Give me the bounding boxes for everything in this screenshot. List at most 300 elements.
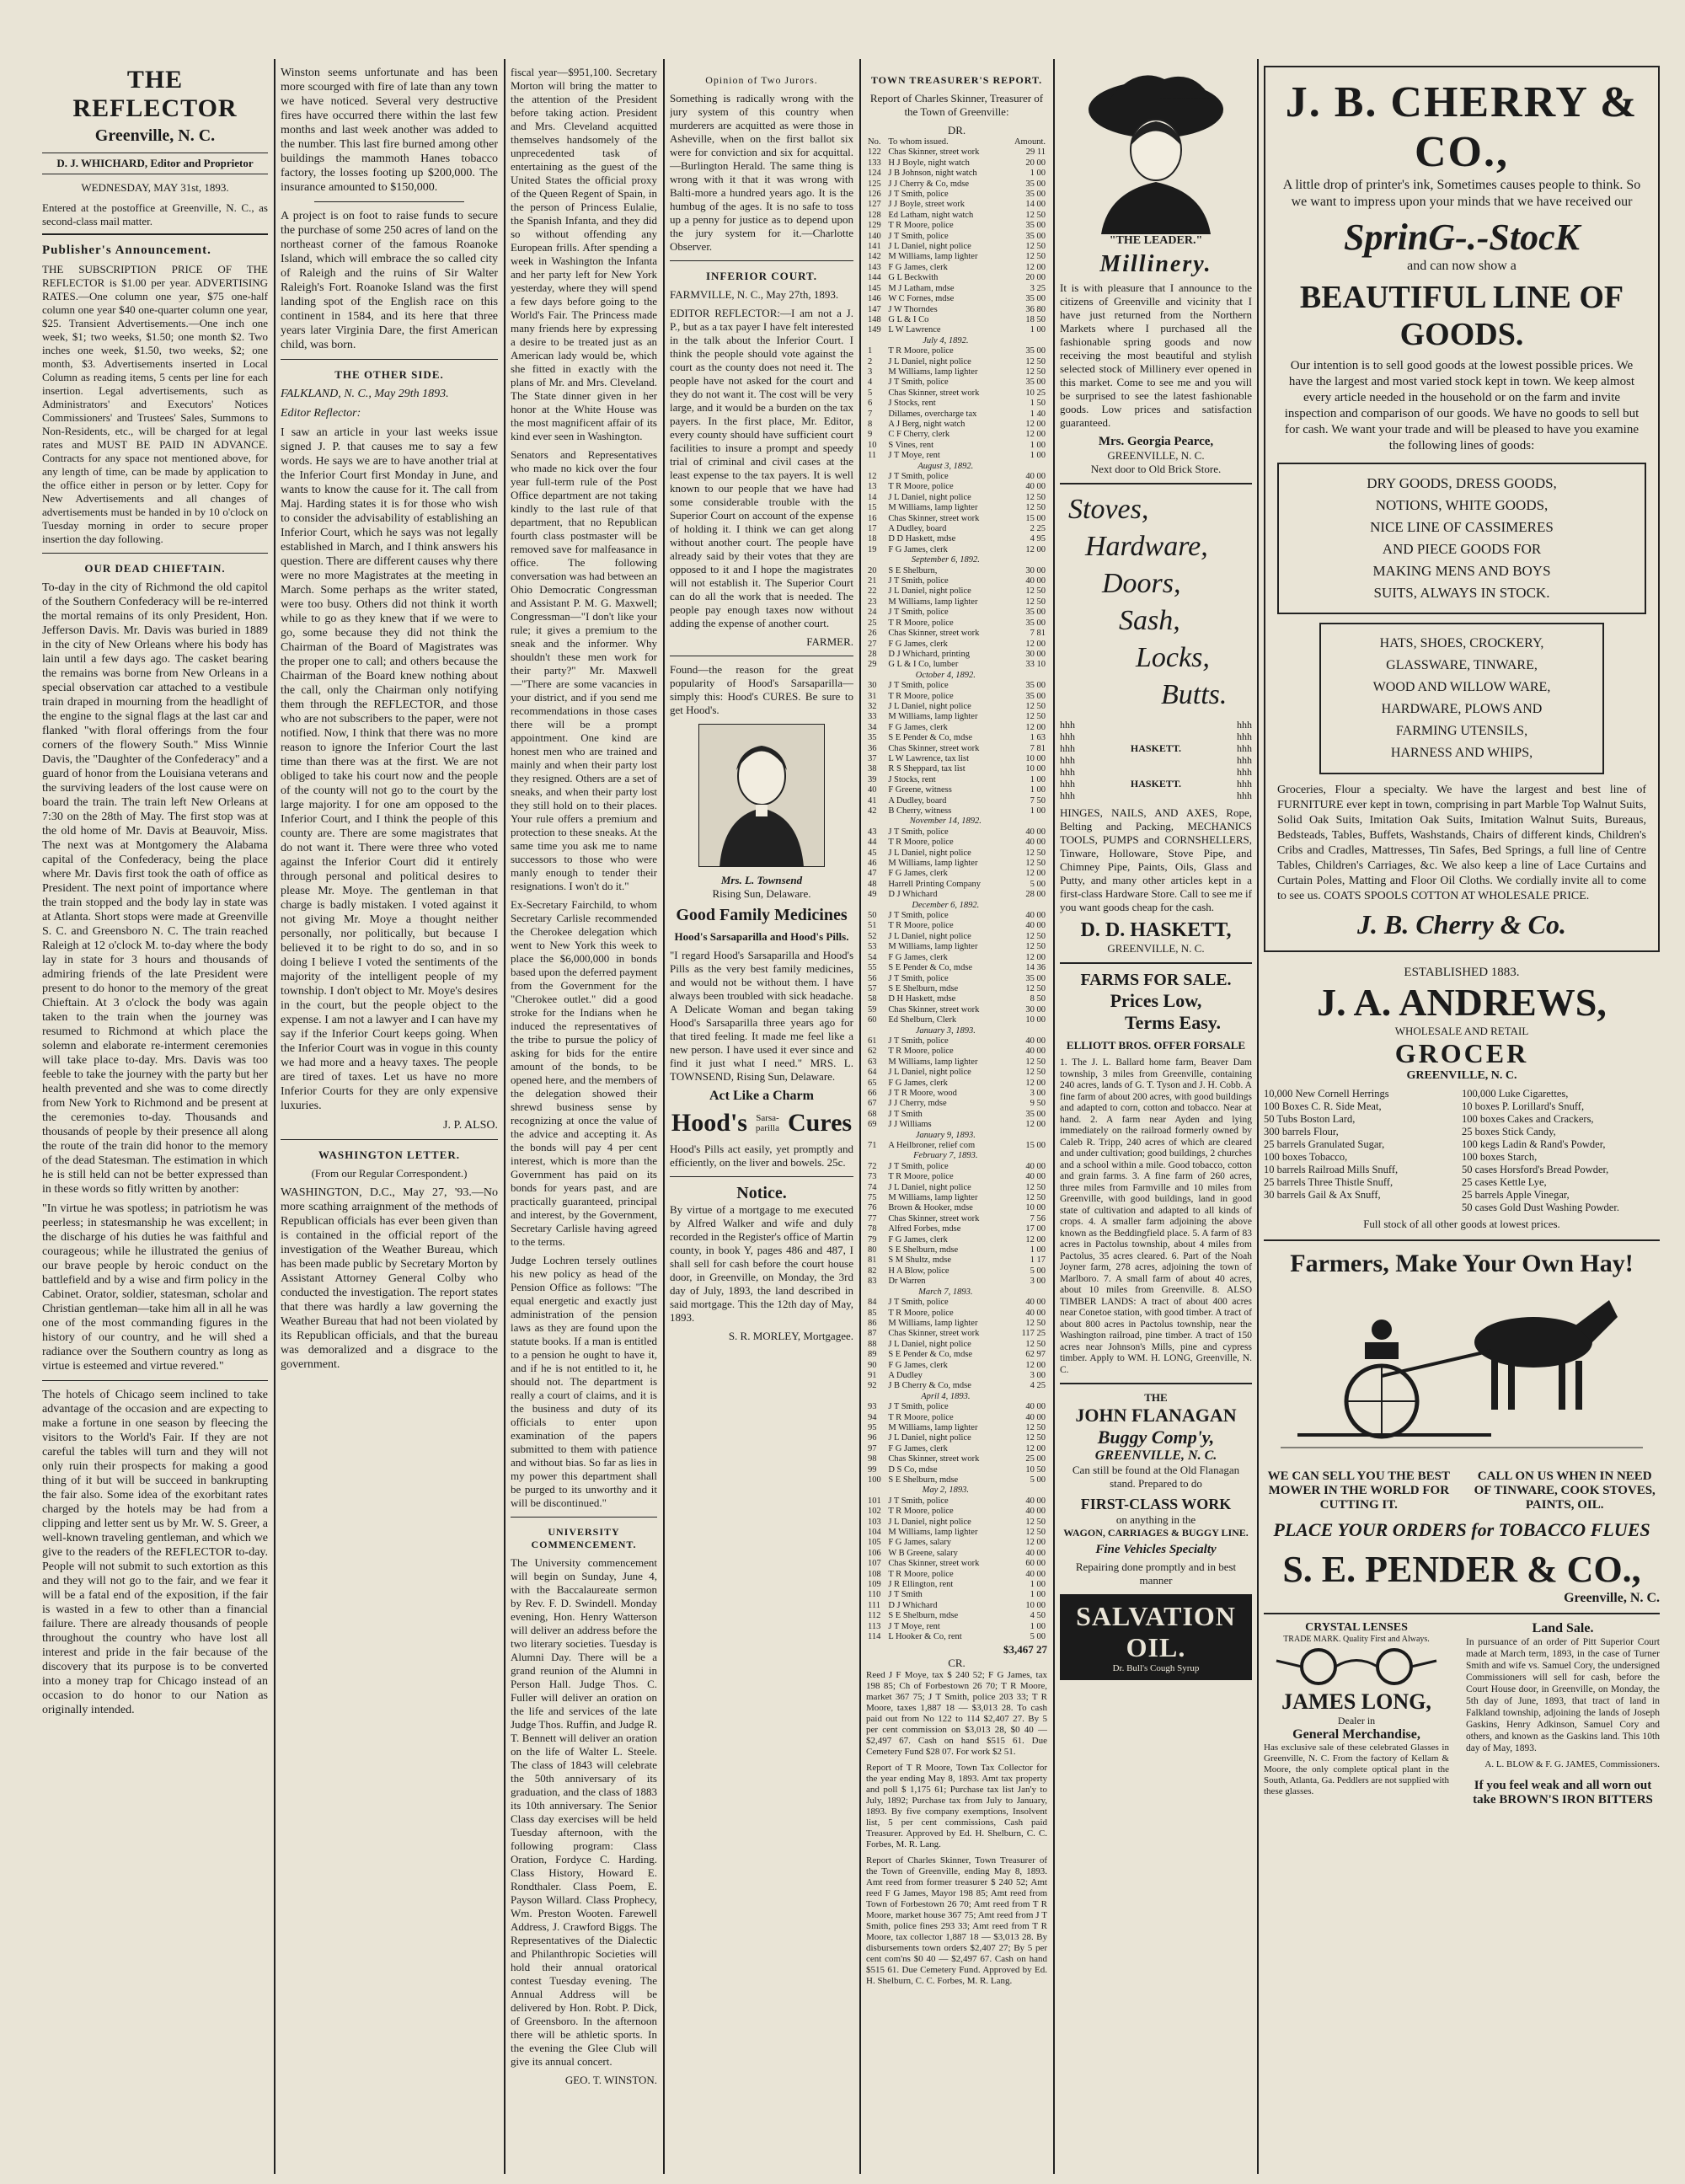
payee: J T Smith, police [888,1402,949,1412]
millinery-name: Mrs. Georgia Pearce, [1098,435,1214,448]
order-number: 26 [868,629,877,639]
table-row [866,1068,1047,1078]
payee: Alfred Forbes, mdse [888,1224,961,1234]
payee: S E Shelburn, mdse [888,1475,959,1485]
list-item: 25 barrels Granulated Sugar, [1264,1138,1385,1150]
table-row [866,953,1047,963]
table-row [866,1255,1047,1266]
winston-text: Winston seems unfortunate and has been more scourged with fire of late than any town we have noticed. Several very destructive fires have occurred there within the last few months and last week another was added to the number. This last fire burned among other buildings the mammoth Hanes tobacco factory, the losses footing up $200,000. The insurance amounted to $150,000. [281,67,498,194]
amount: 40 00 [1025,1496,1046,1506]
amount: 1 17 [1030,1255,1046,1266]
payee: J L Daniel, night police [888,1517,971,1527]
payee: A Heilbroner, relief com [888,1141,976,1150]
payee: D D Haskett, mdse [888,534,956,544]
amount: 10 25 [1025,388,1046,398]
order-number: 104 [868,1528,881,1538]
hoods-portrait [698,724,825,867]
table-row [866,482,1047,492]
amount: 1 50 [1030,399,1046,409]
goods-line: WOOD AND WILLOW WARE, [1372,680,1551,694]
table-row [866,1601,1047,1611]
table-row [866,880,1047,890]
inferior-text: EDITOR REFLECTOR:—I am not a J. P., but as a tax payer I have felt interested in the talk about the Inferior Court. I think the people should vote against the court as the county does not need it. The people have not asked for the court and they do not want it. The cost will be very large, and it would be a burden on the tax payers. In the first place, Mr. Editor, every county should have sufficient court facilities to insure a prompt and speedy trial of criminal and civil cases at the least expense to the tax payers. It is well known to our people that we have had some considerable trouble with the Superior Court on account of the expense of holding it. I think we can get along without another court. The people have already said by their votes that they are opposed to it and I hope the magistrates will not establish it. The Superior Court can do all the work that is needed. The people pay enough taxes now without adding the expense of another court. [670,307,853,629]
table-row [866,1099,1047,1109]
order-number: 12 [868,472,877,481]
order-number: 45 [868,848,877,858]
order-number: 71 [868,1141,877,1150]
payee: L W Lawrence [888,325,941,335]
payee: M Williams, lamp lighter [888,252,978,262]
payee: S E Pender & Co, mdse [888,733,973,743]
order-number: 98 [868,1454,877,1464]
land-text: In pursuance of an order of Pitt Superior Court made at March term, 1893, in the case of Turner Smith and wife vs. Samuel Cory, the undersigned Commissioners will sell for cash, before the Court House door, in Greenville, on Monday, the 5th day of June, 1893, that tract of land in Falkland township, adjoining the lands of Joseph Gaskins, Henry Adkinson, Samuel Cory and others, and known as the Gaskins land. This 10th day of May, 1893. [1466,1637,1660,1753]
millinery-heading: Millinery. [1099,251,1212,277]
payee: M Williams, lamp lighter [888,367,978,377]
order-number: 32 [868,701,877,711]
payee: H J Boyle, night watch [888,158,970,168]
column-rule [274,59,275,2174]
crystal-lens-ad [1264,1621,1449,1807]
amount: 40 00 [1025,911,1046,921]
order-number: 44 [868,838,877,848]
amount: 40 00 [1025,1161,1046,1171]
table-row [866,723,1047,733]
payee: L Hooker & Co, rent [888,1632,962,1642]
order-number: 114 [868,1632,881,1642]
table-row [866,984,1047,994]
table-row [866,1485,1047,1496]
order-number: 147 [868,304,881,314]
amount: 12 50 [1025,931,1046,941]
table-row [866,1622,1047,1632]
payee: M Williams, lamp lighter [888,712,978,722]
order-number: 113 [868,1621,881,1631]
andrews-footer: Full stock of all other goods at lowest prices. [1363,1218,1560,1230]
bitters-ad: If you feel weak and all worn out take BROWN'S IRON BITTERS [1473,1779,1653,1807]
script-line: Sash, [1119,605,1180,636]
amount: 15 00 [1025,513,1046,523]
order-number: 96 [868,1433,877,1443]
payee: J T Smith, police [888,1036,949,1046]
amount: 12 50 [1025,1528,1046,1538]
payee: J L Daniel, night police [888,1182,971,1192]
order-number: 94 [868,1412,877,1422]
table-row [866,555,1047,565]
flanagan-place: GREENVILLE, N. C. [1094,1448,1217,1463]
order-number: 105 [868,1538,881,1548]
treasurer-cr-label: CR. [948,1656,966,1669]
treasurer-approval: Report of T R Moore, Town Tax Collector for the year ending May 8, 1893. Amt tax property and poll $ 1,175 61; Purchase tax list Jan'y to July, 1892; Purchase tax from July to January, 1893. By five company exemptions, Insolvent list, 5 per cent commissions, Cash paid Treasurer. Approved by Ed. H. Shelburn, C. C. Forbes, M. R. Lang. [866,1762,1047,1849]
table-row [866,1433,1047,1443]
payee: J T Moye, rent [888,451,940,461]
roanoke-text: A project is on foot to raise funds to secure the purchase of some 250 acres of land on the northeast corner of the famous Roanoke Island, which will embrace the so called city of Raleigh and the ruins of Sir Walter Raleigh's Fort. Roanoke Island was the first landing spot of the English race on this continent in 1584, and its here that three years later Virginia Dare, the first American child, was born. [281,210,498,351]
amount: 40 00 [1025,482,1046,492]
table-row [866,1423,1047,1433]
amount: 40 00 [1025,1046,1046,1057]
payee: Chas Skinner, street work [888,1329,980,1339]
order-number [866,901,886,911]
order-number: 27 [868,639,877,649]
hay-heading: Farmers, Make Your Own Hay! [1290,1250,1634,1277]
order-number: 74 [868,1182,877,1192]
amount: 35 00 [1025,973,1046,983]
amount: 3 25 [1030,283,1046,293]
order-number: 66 [868,1088,877,1098]
mower-right-text: CALL ON US WHEN IN NEED OF TINWARE, COOK STOVES, PAINTS, OIL. [1474,1469,1656,1512]
payee: Chas Skinner, street work [888,147,980,158]
amount: 12 00 [1025,639,1046,649]
treasurer-rows [866,147,1047,1642]
order-number: 79 [868,1234,877,1245]
table-row [866,1465,1047,1475]
amount: 40 00 [1025,1569,1046,1579]
haskett-label: HASKETT. [1130,778,1182,790]
list-item: 100 boxes Tobacco, [1264,1151,1348,1163]
payee: D J Whichard [888,1600,938,1610]
amount: 4 25 [1030,1381,1046,1391]
amount: 29 11 [1025,147,1046,158]
order-number [866,1392,886,1402]
amount: 40 00 [1025,1412,1046,1422]
order-number [866,1151,886,1161]
other-side-text: I saw an article in your last weeks issue signed J. P. that causes me to say a few words. He says we are to have another trial at the Inferior Court first Monday in June, and wants to know the cause for it. The call from Maj. Harding states it is for those who wish to consider the advisability of establishing an Inferior Court, which he says was not legally established in March, and I think answers his question. There are different causes why there were no more Magistrates at the meeting in March. Some perhaps as the writer stated, were too busy. Others did not think it worth while to go as they knew that if we were to go, some because they did not think the Chairman of the Board of Magistrates was the proper one to call; and others because the Chairman of the Board knew nothing about the call, only the Chairman only notifying them through the REFLECTOR, and those who are not subscribers to the paper, were not notified. Now, I think that there was no more reason to ignore the Inferior Court the last time than there was at the first. We are not obliged to take his court now and the people of the county will not go to the court by the large majority. I for one am opposed to the Inferior Court, and I think the people of this county are. There are some magistrates that do not want it. There were three who voted against the Inferior Court did it entirely through personal and political desires to please Mr. Moye. The gentleman in that charge is badly mistaken. I voted against it not giving Mr. Moye a thought neither personally, nor politically, but because I believed it to be right to do so, and in so doing I believe I voted the sentiments of the majority of the intelligent people of my township. I don't object to Mr. Moye's desires in the court, but the people object to the expense. I am not a lawyer and I can have my say if the Inferior Court keeps going. When the Inferior Court was in vogue in this county we had more and a heavy taxes. The people are tired of taxes. Let us have no more Inferior Courts for they are only expensive luxuries. [281,426,498,1112]
table-row [866,1518,1047,1528]
table-row [866,1507,1047,1517]
list-item: 50 Tubs Boston Lard, [1264,1113,1356,1125]
payee: A Dudley, board [888,524,947,534]
payee: S E Shelburn, mdse [888,983,959,993]
lady-in-hat-icon [1084,66,1228,234]
amount: 12 00 [1025,1234,1046,1245]
table-row [866,1611,1047,1621]
table-row [866,1329,1047,1339]
cherry-signature: J. B. Cherry & Co. [1356,909,1567,939]
other-side-heading: THE OTHER SIDE. [334,368,444,381]
amount: 35 00 [1025,377,1046,388]
woman-portrait-icon [698,724,825,867]
table-row [866,566,1047,576]
order-number: 124 [868,169,881,179]
order-number: 127 [868,200,881,210]
notice-signature: S. R. MORLEY, Mortgagee. [728,1330,853,1342]
column-rule [663,59,665,2174]
order-number: 73 [868,1172,877,1182]
amount: 40 00 [1025,576,1046,586]
chieftain-heading: OUR DEAD CHIEFTAIN. [84,562,226,575]
amount: 1 00 [1030,1580,1046,1590]
amount: 1 00 [1030,1621,1046,1631]
table-row [866,1381,1047,1391]
washington-cont-1: fiscal year—$951,100. Secretary Morton will bring the matter to the attention of the President before taking action. President and Mrs. Cleveland acquitted themselves handsomely of the unprecedented task of entertaining as the guest of the United States the official proxy of the Queen Regent of Spain, in the person of Princess Eulalie, the Spanish Infanta, and they did so without offending any European frills. After spending a week in Washington the Infanta and her party left for New York yesterday, where they will spend a few days before going to the World's Fair. The Princess made many friends here by expressing a desire to be treated just as an American lady would be, which she fitted in exactly with the plans of Mr. and Mrs. Cleveland. The State dinner given in her honor at the White House was the most magnificent affair of its kind ever seen in Washington. [511,66,657,442]
payee: J J Cherry & Co, mdse [888,179,969,189]
table-row [866,921,1047,931]
table-row [866,1224,1047,1234]
order-number: 10 [868,440,877,450]
order-number: 103 [868,1517,881,1527]
table-row [866,1036,1047,1046]
goods-line: SUITS, ALWAYS IN STOCK. [1373,585,1550,601]
column-1 [42,66,268,2164]
amount: 25 00 [1025,1454,1046,1464]
cherry-text: Our intention is to sell good goods at the lowest possible prices. We have the largest and most varied stock kept in town. We keep almost every article needed in the household or on the farm and invite inspection and comparison of our goods. We have no goods to sell but for cash. We want your trade and will be pleased to have you examine the following lines of goods: [1284,359,1640,452]
amount: 40 00 [1025,827,1046,837]
payee: J J Williams [888,1120,932,1130]
terms-easy: Terms Easy. [1124,1012,1222,1033]
table-row [866,1496,1047,1507]
amount: 40 00 [1025,1172,1046,1182]
payee: D J Whichard [888,890,938,900]
order-number: 109 [868,1580,881,1590]
amount: 12 50 [1025,712,1046,722]
flanagan-company: Buggy Comp'y, [1097,1427,1215,1448]
amount: 1 00 [1030,806,1046,816]
salvation-oil-box [1060,1594,1252,1680]
table-row [866,608,1047,618]
payee: J T Smith, police [888,681,949,691]
amount [1004,462,1047,472]
order-number: 36 [868,743,877,753]
amount: 40 00 [1025,1308,1046,1318]
table-row [866,1371,1047,1381]
payee: F G James, clerk [888,1360,948,1370]
table-row [866,1277,1047,1287]
goods-line: DRY GOODS, DRESS GOODS, [1367,475,1557,491]
amount: 36 80 [1025,304,1046,314]
amount: 35 00 [1025,231,1046,241]
amount: 12 50 [1025,210,1046,220]
table-row [866,640,1047,650]
table-row [866,629,1047,639]
amount: 12 50 [1025,1057,1046,1067]
amount: 1 00 [1030,1245,1046,1255]
order-number: 3 [868,367,873,377]
amount: 12 50 [1025,1182,1046,1192]
payee: T R Moore, police [888,1046,954,1057]
table-row [866,1392,1047,1402]
payee: J L Daniel, night police [888,242,971,252]
table-row [866,671,1047,681]
payee: T R Moore, police [888,482,954,492]
payee: J L Daniel, night police [888,586,971,597]
flanagan-on: on anything in the [1115,1513,1196,1526]
order-number: 7 [868,409,873,419]
column-5 [866,66,1047,2164]
hhh-mark: hhh [1237,790,1252,801]
dry-goods-box [1277,463,1646,614]
order-number [866,1287,886,1298]
order-number: 42 [868,806,877,816]
order-number [866,1485,886,1496]
table-row [866,1089,1047,1099]
payee: M Williams, lamp lighter [888,1057,978,1067]
amount: 12 00 [1025,1078,1046,1088]
payee: Chas Skinner, street work [888,1004,980,1014]
payee: F G James, clerk [888,1234,948,1245]
haskett-name: D. D. HASKETT, [1080,919,1232,941]
payee: J L Daniel, night police [888,1433,971,1443]
column-rule [504,59,506,2174]
payee: A Dudley, board [888,795,947,806]
hoods-pills-text: Hood's Pills act easily, yet promptly and efficiently, on the liver and bowels. 25c. [670,1143,853,1169]
amount: 35 00 [1025,294,1046,304]
hoods-logo-word-2: Sarsa-parilla [755,1113,779,1133]
payee: August 3, 1892. [917,461,974,471]
table-row [866,284,1047,294]
order-number: 22 [868,586,877,597]
list-item: 25 cases Kettle Lye, [1462,1176,1547,1188]
amount: 1 00 [1030,440,1046,450]
other-side-dateline: FALKLAND, N. C., May 29th 1893. [281,388,449,400]
table-row [866,1245,1047,1255]
haskett-place: GREENVILLE, N. C. [1107,942,1205,955]
notice-text: By virtue of a mortgage to me executed by Alfred Walker and wife and duly recorded in the Register's office of Martin county, in book Y, pages 486 and 487, I shall sell for cash before the court house door, in Greenville, on Monday, the 3rd day of July, 1893, the land described in said mortgage. This the 12th day of May, 1893. [670,1203,853,1324]
payee: Chas Skinner, street work [888,1559,980,1569]
payee: M Williams, lamp lighter [888,597,978,607]
table-row [866,942,1047,952]
table-row [866,576,1047,586]
order-number: 67 [868,1099,877,1109]
amount: 1 00 [1030,774,1046,784]
amount: 4 95 [1030,534,1046,544]
payee: A J Berg, night watch [888,419,966,429]
table-row [866,211,1047,221]
payee: T R Moore, police [888,1507,954,1517]
payee: T R Moore, police [888,221,954,231]
amount [1004,555,1047,565]
amount [1004,671,1047,681]
list-item: 10,000 New Cornell Herrings [1264,1088,1389,1100]
table-row [866,733,1047,743]
table-row [866,1151,1047,1161]
other-side-signature: J. P. ALSO. [443,1119,498,1132]
column-rule [1257,59,1259,2174]
amount: 5 00 [1030,1475,1046,1485]
amount: 12 50 [1025,1422,1046,1432]
order-number [866,555,886,565]
payee: Brown & Hooker, mdse [888,1203,973,1213]
payee: L W Lawrence, tax list [888,753,970,763]
amount: 20 00 [1025,158,1046,168]
amount: 12 00 [1025,1360,1046,1370]
order-number: 110 [868,1590,881,1600]
table-row [866,660,1047,670]
order-number: 112 [868,1611,881,1621]
table-row [866,1141,1047,1151]
amount: 12 00 [1025,262,1046,272]
amount: 12 00 [1025,430,1046,440]
order-number: 88 [868,1339,877,1349]
order-number: 108 [868,1569,881,1579]
payee: January 9, 1893. [915,1130,976,1140]
order-number: 92 [868,1381,877,1391]
long-text: Has exclusive sale of these celebrated Glasses in Greenville, N. C. From the factory of Kellam & Moore, the only complete optical plant in the South, Atlanta, Ga. Peddlers are not supplied with these glasses. [1264,1742,1449,1796]
amount: 40 00 [1025,1036,1046,1046]
haskett-label: HASKETT. [1130,742,1182,754]
table-row [866,1350,1047,1360]
amount: 12 00 [1025,1443,1046,1453]
payee: F G James, clerk [888,952,948,962]
order-number [866,462,886,472]
table-row [866,712,1047,722]
table-row [866,650,1047,660]
amount: 30 00 [1025,649,1046,659]
amount: 12 00 [1025,869,1046,879]
hhh-mark: hhh [1236,778,1252,790]
table-row [866,305,1047,315]
payee: December 6, 1892. [912,900,980,910]
amount: 12 50 [1025,252,1046,262]
goods-line: MAKING MENS AND BOYS [1372,563,1551,579]
table-row [866,534,1047,544]
order-number: 46 [868,859,877,869]
amount: 62 97 [1025,1350,1046,1360]
haskett-script-lines [1060,491,1252,714]
table-row [866,994,1047,1004]
payee: Dillames, overcharge tax [888,409,977,419]
leader-portrait [1084,66,1228,234]
order-number [866,336,886,346]
payee: S E Shelburn, mdse [888,1611,959,1621]
farms-heading: FARMS FOR SALE. [1080,971,1232,989]
order-number: 83 [868,1277,877,1287]
order-number: 81 [868,1255,877,1266]
long-name: JAMES LONG, [1281,1689,1431,1714]
order-number: 31 [868,691,877,701]
amount: 12 50 [1025,1318,1046,1328]
other-side-salutation: Editor Reflector: [281,407,361,420]
amount: 1 00 [1030,1590,1046,1600]
order-number: 72 [868,1161,877,1171]
table-row [866,158,1047,169]
payee: T R Moore, police [888,618,954,628]
bottom-ads [1264,1621,1660,1807]
hoods-logo [670,1109,853,1138]
payee: F G James, salary [888,1538,951,1548]
order-number: 13 [868,482,877,492]
andrews-lists [1264,1088,1660,1214]
order-number: 101 [868,1496,881,1506]
andrews-place: GREENVILLE, N. C. [1406,1069,1517,1082]
amount: 35 00 [1025,221,1046,231]
order-number: 56 [868,973,877,983]
payee: T R Moore, police [888,691,954,701]
order-number: 145 [868,283,881,293]
table-row [866,190,1047,200]
payee: Dr Warren [888,1277,926,1287]
hoods-heading: Good Family Medicines [676,906,848,924]
payee: April 4, 1893. [921,1391,971,1401]
order-number: 37 [868,753,877,763]
order-number: 60 [868,1015,877,1025]
amount: 17 00 [1025,1224,1046,1234]
list-item: 10 barrels Railroad Mills Snuff, [1264,1164,1399,1175]
flanagan-repair: Repairing done promptly and in best manner [1075,1560,1237,1587]
washington-text: WASHINGTON, D.C., May 27, '93.—No more scathing arraignment of the methods of Republican officials has ever been given than is contained in the official report of the investigation of the Weather Bureau, which has been made public by Secretary Morton by Assistant Attorney General Colby who conducted the investigation. The report states that there was hardly a law governing the Weather Bureau that had not been violated by its Republican officials, and that the bureau was demoralized and a disgrace to the government. [281,1186,498,1371]
payee: J Stocks, rent [888,399,936,409]
hats-box [1319,623,1604,774]
payee: F G James, clerk [888,722,948,732]
treasurer-final: Report of Charles Skinner, Town Treasurer of the Town of Greenville, ending May 8, 1893. Amt reed from former treasurer $ 240 52; Amt reed F G James, Mayor 198 85; Amt reed from Town of Forbestown 26 70; Amt reed from T R Moore, market house 367 75; Amt reed from J T Smith, police fines 293 33; Amt reed from T R Moore, tax collector 1,887 18 — $3,013 28. By disbursements town orders $2,407 27; By 5 per cent com'ns $0 40 — $2,497 67. Cash on hand $515 61. Due Cemetery Fund. Approved by Ed. H. Shelburn, C. C. Forbes, M. R. Lang. [866,1855,1047,1986]
table-row [866,1287,1047,1298]
amount: 35 00 [1025,608,1046,618]
amount: 40 00 [1025,838,1046,848]
order-number: 126 [868,190,881,200]
payee: M Williams, lamp lighter [888,503,978,513]
payee: J T Moye, rent [888,1621,940,1631]
amount: 12 50 [1025,1193,1046,1203]
salvation-oil-sub: Dr. Bull's Cough Syrup [1112,1663,1200,1673]
amount: 5 00 [1030,1632,1046,1642]
